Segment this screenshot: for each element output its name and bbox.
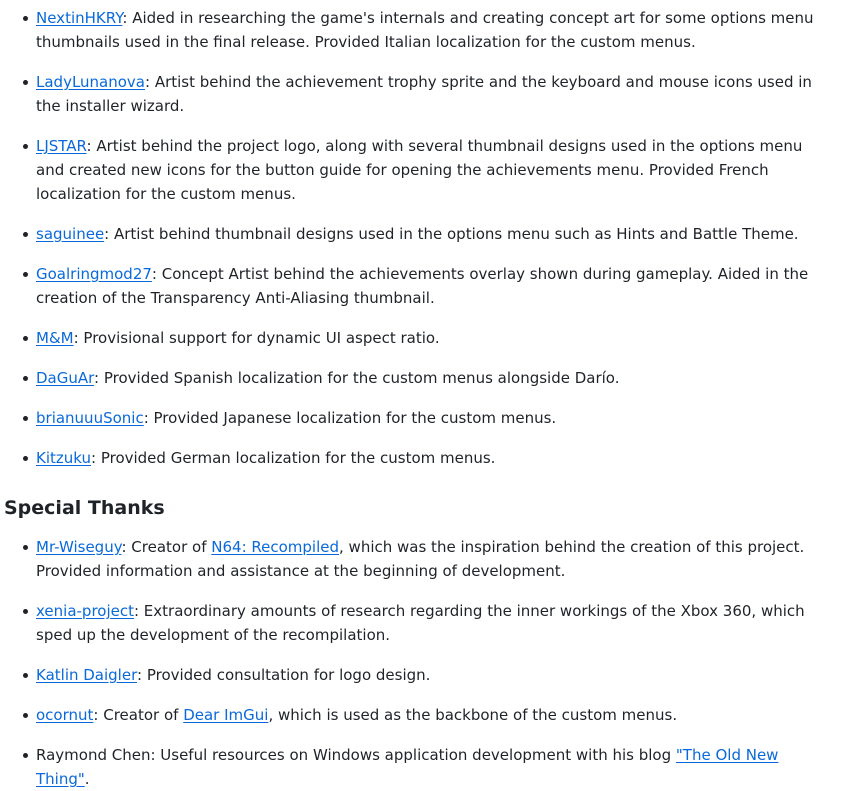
contributor-link-m-and-m[interactable]: M&M xyxy=(36,329,74,347)
list-item xyxy=(36,326,834,350)
contributor-link-daguar[interactable]: DaGuAr xyxy=(36,369,95,387)
list-item xyxy=(36,6,834,54)
contributor-description: : Creator of xyxy=(121,538,212,556)
contributor-description: Raymond Chen: Useful resources on Windows application development with his blog xyxy=(36,746,676,764)
contributor-link-ladylunanova[interactable]: LadyLunanova xyxy=(36,73,145,91)
list-item xyxy=(36,535,834,583)
list-item xyxy=(36,663,834,687)
dear-imgui-link[interactable]: Dear ImGui xyxy=(183,706,269,724)
contributor-description: : Creator of xyxy=(93,706,184,724)
special-thanks-heading: Special Thanks xyxy=(4,497,165,519)
contributor-link-ocornut[interactable]: ocornut xyxy=(36,706,94,724)
list-item xyxy=(36,406,834,430)
old-new-thing-link[interactable]: "The Old New Thing" xyxy=(36,746,779,788)
list-item xyxy=(36,366,834,390)
contributor-description: : Extraordinary amounts of research regarding the inner workings of the Xbox 360, which sped up the development of the recompilation. xyxy=(36,602,805,644)
contributor-description: : Aided in researching the game's internals and creating concept art for some options menu thumbnails used in the final release. Provided Italian localization for the custom menus. xyxy=(36,9,814,51)
contributor-link-saguinee[interactable]: saguinee xyxy=(36,225,105,243)
contributor-link-kitzuku[interactable]: Kitzuku xyxy=(36,449,91,467)
contributor-description: : Artist behind the project logo, along with several thumbnail designs used in the options menu and created new icons for the button guide for opening the achievements menu. Provided French localization for the custom menus. xyxy=(36,137,803,203)
contributor-link-nextinhkry[interactable]: NextinHKRY xyxy=(36,9,123,27)
contributor-description: : Artist behind thumbnail designs used in the options menu such as Hints and Battle Theme. xyxy=(104,225,799,243)
contributor-link-brianuuusonic[interactable]: brianuuuSonic xyxy=(36,409,144,427)
list-item xyxy=(36,743,834,791)
list-item xyxy=(36,262,834,310)
list-item xyxy=(36,70,834,118)
list-item xyxy=(36,222,834,246)
contributor-link-xenia-project[interactable]: xenia-project xyxy=(36,602,134,620)
contributor-link-mr-wiseguy[interactable]: Mr-Wiseguy xyxy=(36,538,122,556)
contributor-description: : Provisional support for dynamic UI aspect ratio. xyxy=(73,329,440,347)
contributor-description: : Artist behind the achievement trophy sprite and the keyboard and mouse icons used in the installer wizard. xyxy=(36,73,812,115)
list-item xyxy=(36,446,834,470)
list-item xyxy=(36,134,834,206)
contributor-description: . xyxy=(84,770,90,788)
list-item xyxy=(36,703,834,727)
list-item xyxy=(36,599,834,647)
contributor-description: , which was the inspiration behind the creation of this project. Provided information and assistance at the beginning of development. xyxy=(36,538,805,580)
contributor-description: : Provided German localization for the custom menus. xyxy=(91,449,496,467)
contributor-link-ljstar[interactable]: LJSTAR xyxy=(36,137,87,155)
contributor-description: : Concept Artist behind the achievements overlay shown during gameplay. Aided in the creation of the Transparency Anti-Aliasing thumbnail. xyxy=(36,265,809,307)
contributor-link-katlin-daigler[interactable]: Katlin Daigler xyxy=(36,666,137,684)
contributor-link-goalringmod27[interactable]: Goalringmod27 xyxy=(36,265,152,283)
contributor-description: , which is used as the backbone of the custom menus. xyxy=(268,706,678,724)
contributor-description: : Provided Spanish localization for the custom menus alongside Darío. xyxy=(94,369,620,387)
contributor-description: : Provided Japanese localization for the custom menus. xyxy=(143,409,557,427)
n64-recompiled-link[interactable]: N64: Recompiled xyxy=(211,538,340,556)
contributor-description: : Provided consultation for logo design. xyxy=(137,666,431,684)
